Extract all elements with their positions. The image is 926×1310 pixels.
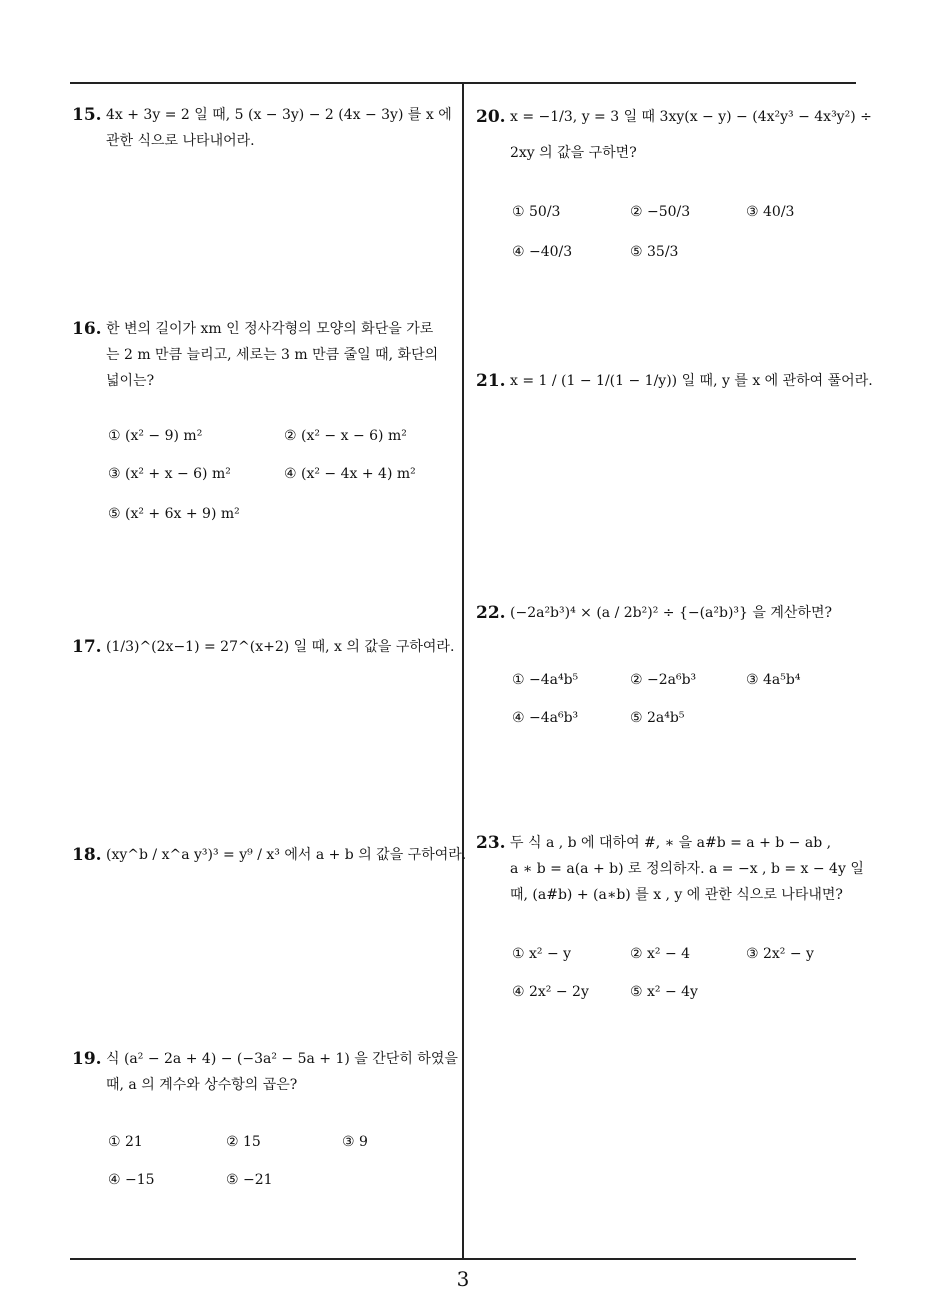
question-line: 때, a 의 계수와 상수항의 곱은? [106, 1077, 298, 1093]
question-number: 22. [476, 603, 506, 623]
question-line: a ∗ b = a(a + b) 로 정의하자. a = −x , b = x − 4y 일 [510, 861, 864, 877]
option-4[interactable]: ④ −4a⁶b³ [512, 710, 579, 726]
question-number: 23. [476, 833, 506, 853]
question-number: 21. [476, 371, 506, 391]
option-2[interactable]: ② 15 [226, 1134, 261, 1150]
option-2[interactable]: ② x² − 4 [630, 946, 691, 962]
option-5[interactable]: ⑤ (x² + 6x + 9) m² [108, 506, 240, 522]
option-3[interactable]: ③ 40/3 [746, 204, 795, 220]
option-1[interactable]: ① 50/3 [512, 204, 561, 220]
question-line: 넓이는? [106, 373, 155, 389]
question-text [510, 600, 832, 626]
question-text [510, 368, 873, 394]
option-1[interactable]: ① x² − y [512, 946, 572, 962]
option-2[interactable]: ② −50/3 [630, 204, 691, 220]
option-2[interactable]: ② −2a⁶b³ [630, 672, 697, 688]
question-line: 4x + 3y = 2 일 때, 5 (x − 3y) − 2 (4x − 3y) 를 x 에 [106, 107, 452, 123]
question-number: 19. [72, 1049, 102, 1069]
question-text [106, 634, 454, 660]
option-1[interactable]: ① (x² − 9) m² [108, 428, 203, 444]
option-4[interactable]: ④ (x² − 4x + 4) m² [284, 466, 416, 482]
option-1[interactable]: ① −4a⁴b⁵ [512, 672, 579, 688]
question-number: 17. [72, 637, 102, 657]
question-line: (−2a²b³)⁴ × (a / 2b²)² ÷ {−(a²b)³} 을 계산하면? [510, 605, 832, 621]
column-divider [462, 83, 464, 1259]
option-5[interactable]: ⑤ 35/3 [630, 244, 679, 260]
question-text [106, 842, 466, 868]
question-line: 관한 식으로 나타내어라. [106, 133, 255, 149]
option-4[interactable]: ④ 2x² − 2y [512, 984, 589, 1000]
question-line: (1/3)^(2x−1) = 27^(x+2) 일 때, x 의 값을 구하여라. [106, 639, 455, 655]
question-line: 2xy 의 값을 구하면? [510, 145, 637, 161]
option-5[interactable]: ⑤ x² − 4y [630, 984, 698, 1000]
option-3[interactable]: ③ 9 [342, 1134, 368, 1150]
question-text [106, 102, 452, 154]
question-line: 한 변의 길이가 xm 인 정사각형의 모양의 화단을 가로 [106, 321, 434, 337]
question-line: 는 2 m 만큼 늘리고, 세로는 3 m 만큼 줄일 때, 화단의 [106, 347, 439, 363]
page-number: 3 [456, 1267, 470, 1291]
question-text [510, 104, 872, 166]
option-1[interactable]: ① 21 [108, 1134, 143, 1150]
question-text [106, 316, 438, 394]
question-line: x = −1/3, y = 3 일 때 3xy(x − y) − (4x²y³ − 4x³y²) ÷ [510, 109, 872, 125]
question-line: 두 식 a , b 에 대하여 #, ∗ 을 a#b = a + b − ab , [510, 835, 832, 851]
question-number: 18. [72, 845, 102, 865]
option-4[interactable]: ④ −15 [108, 1172, 155, 1188]
option-3[interactable]: ③ (x² + x − 6) m² [108, 466, 231, 482]
option-5[interactable]: ⑤ −21 [226, 1172, 273, 1188]
question-line: 식 (a² − 2a + 4) − (−3a² − 5a + 1) 을 간단히 하였을 [106, 1051, 458, 1067]
question-text [510, 830, 864, 908]
question-line: x = 1 / (1 − 1/(1 − 1/y)) 일 때, y 를 x 에 관하여 풀어라. [510, 373, 873, 389]
question-line: (xy^b / x^a y³)³ = y⁹ / x³ 에서 a + b 의 값을 구하여라. [106, 847, 467, 863]
option-5[interactable]: ⑤ 2a⁴b⁵ [630, 710, 685, 726]
option-3[interactable]: ③ 2x² − y [746, 946, 814, 962]
question-number: 20. [476, 107, 506, 127]
question-number: 15. [72, 105, 102, 125]
question-text [106, 1046, 458, 1098]
option-2[interactable]: ② (x² − x − 6) m² [284, 428, 407, 444]
question-line: 때, (a#b) + (a∗b) 를 x , y 에 관한 식으로 나타내면? [510, 887, 843, 903]
bottom-rule [70, 1258, 856, 1260]
option-4[interactable]: ④ −40/3 [512, 244, 573, 260]
option-3[interactable]: ③ 4a⁵b⁴ [746, 672, 801, 688]
question-number: 16. [72, 319, 102, 339]
